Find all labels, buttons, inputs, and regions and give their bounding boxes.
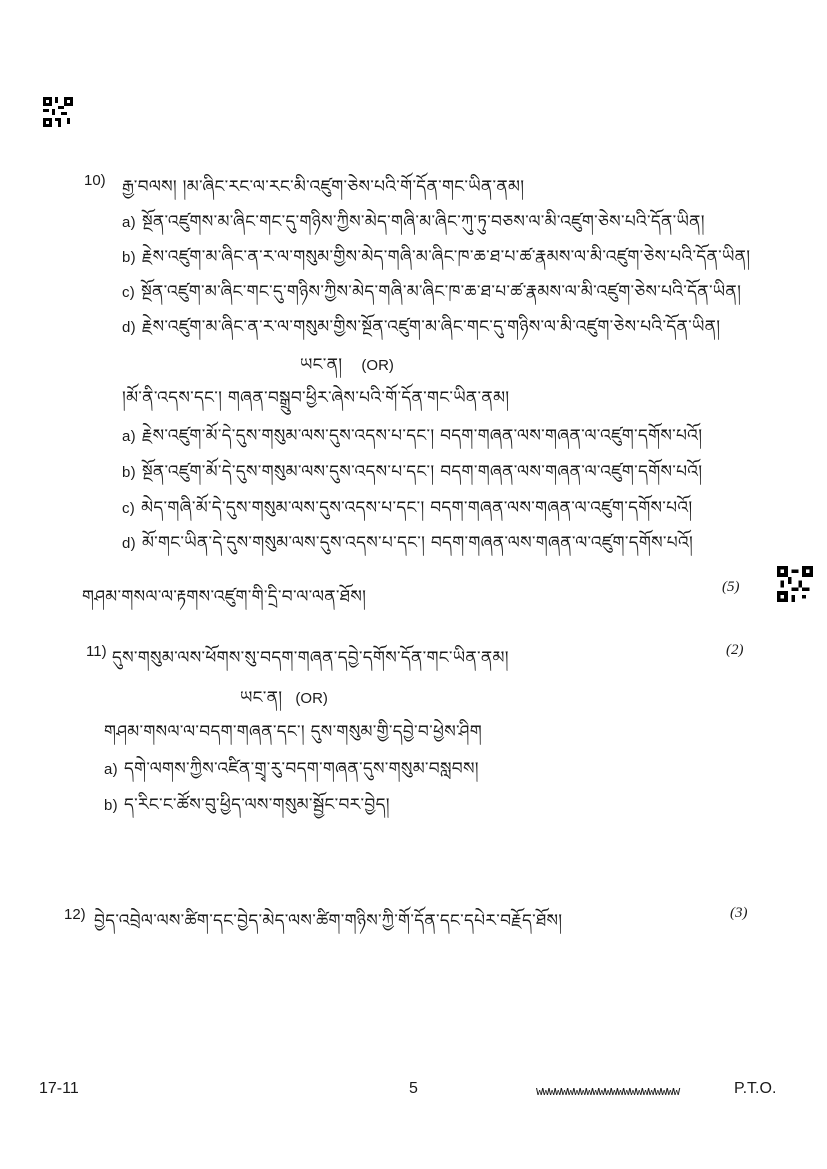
- paper-code: 17-11: [39, 1080, 79, 1097]
- q10-alt-option-c: c) མེད་གཞི་མོ་དེ་དུས་གསུམ་ལས་དུས་འདས་པ་དང་། བདག་གཞན་ལས་གཞན་ལ་འཛུག་དགོས་པའོ།: [122, 498, 693, 518]
- q12-marks: (3): [730, 905, 748, 921]
- page-number: 5: [409, 1080, 418, 1097]
- q10-option-b: b) རྗེས་འཛུག་མ་ཞིང་ན་ར་ལ་གསུམ་གྱིས་མེད་གཞི་མ་ཞིང་ཁ་ཆ་ཐ་པ་ཚ་རྣམས་ལ་མི་འཛུག་ཅེས་པའི་དོན་ཡིན།: [122, 247, 751, 267]
- pto-label: P.T.O.: [734, 1080, 777, 1097]
- q11-question: དུས་གསུམ་ལས་ཕོགས་སུ་བདག་གཞན་དབྱེ་དགོས་དོན་གང་ཡིན་ནམ།: [112, 648, 509, 668]
- q10-option-a: a) སྔོན་འཛུགས་མ་ཞིང་གང་དུ་གཉིས་ཀྱིས་མེད་གཞི་མ་ཞིང་ཀུ་ཏུ་བཅས་ལ་མི་འཛུག་ཅེས་པའི་དོན་ཡིན།: [122, 212, 705, 232]
- q10-alt-option-a: a) རྗེས་འཛུག་མོ་དེ་དུས་གསུམ་ལས་དུས་འདས་པ་དང་། བདག་གཞན་ལས་གཞན་ལ་འཛུག་དགོས་པའོ།: [122, 426, 703, 446]
- q11-marks: (2): [726, 642, 744, 658]
- q11-or-separator: ཡང་ན། (OR): [240, 688, 328, 708]
- q12-question: བྱེད་འབྲེལ་ལས་ཚིག་དང་བྱེད་མེད་ལས་ཚིག་གཉིས་ཀྱི་གོ་དོན་དང་དཔེར་བརྗོད་ཐོས།: [94, 911, 563, 931]
- q11-alt-option-a: a) དགེ་ལགས་ཀྱིས་འཛིན་གྲྭ་རུ་བདག་གཞན་དུས་གསུམ་བསླབས།: [104, 759, 479, 779]
- qr-code-icon: [43, 97, 73, 127]
- q12-number: 12): [64, 906, 86, 923]
- q10-question: རྒྱ་བལས། །མ་ཞིང་རང་ལ་རང་མི་འཛུག་ཅེས་པའི་གོ་དོན་གང་ཡིན་ནམ།: [122, 177, 525, 197]
- q11-alt-question: གཤམ་གསལ་ལ་བདག་གཞན་དང་། དུས་གསུམ་གྱི་དབྱེ་བ་ཕྱེས་ཤིག: [104, 722, 482, 742]
- q10-number: 10): [84, 172, 106, 189]
- section-marks: (5): [722, 579, 740, 595]
- q10-alt-option-d: d) མོ་གང་ཡིན་དེ་དུས་གསུམ་ལས་དུས་འདས་པ་དང་། བདག་གཞན་ལས་གཞན་ལ་འཛུག་དགོས་པའོ།: [122, 533, 694, 553]
- q10-alt-option-b: b) སྔོན་འཛུག་མོ་དེ་དུས་གསུམ་ལས་དུས་འདས་པ་དང་། བདག་གཞན་ལས་གཞན་ལ་འཛུག་དགོས་པའོ།: [122, 462, 703, 482]
- q10-option-c: c) སྔོན་འཛུག་མ་ཞིང་གང་དུ་གཉིས་ཀྱིས་མེད་གཞི་མ་ཞིང་ཁ་ཆ་ཐ་པ་ཚ་རྣམས་ལ་མི་འཛུག་ཅེས་པའི་དོན་ཡིན།: [122, 282, 742, 302]
- q11-alt-option-b: b) ད་རིང་ང་ཚོས་བུ་ཕྱིད་ལས་གསུམ་སྦྱོང་བར་བྱེད།: [104, 795, 390, 815]
- q10-alt-question: །མོ་ནི་འདས་དང་། གཞན་བསྒྲུབ་ཕྱིར་ཞེས་པའི་གོ་དོན་གང་ཡིན་ནམ།: [122, 388, 510, 408]
- q10-option-d: d) རྗེས་འཛུག་མ་ཞིང་ན་ར་ལ་གསུམ་གྱིས་སྔོན་འཛུག་མ་ཞིང་གང་དུ་གཉིས་ལ་མི་འཛུག་ཅེས་པའི་དོན་ཡིན།: [122, 317, 721, 337]
- q11-number: 11): [86, 643, 107, 660]
- q10-or-separator: ཡང་ན། (OR): [300, 355, 394, 375]
- qr-code-icon: [777, 566, 813, 602]
- security-wave-line: wwwwwwwwwwwwwwwwwwwwwww: [536, 1084, 680, 1098]
- section-instruction: གཤམ་གསལ་ལ་རྟགས་འཛུག་གི་དྲི་བ་ལ་ལན་ཐོས།: [82, 587, 367, 607]
